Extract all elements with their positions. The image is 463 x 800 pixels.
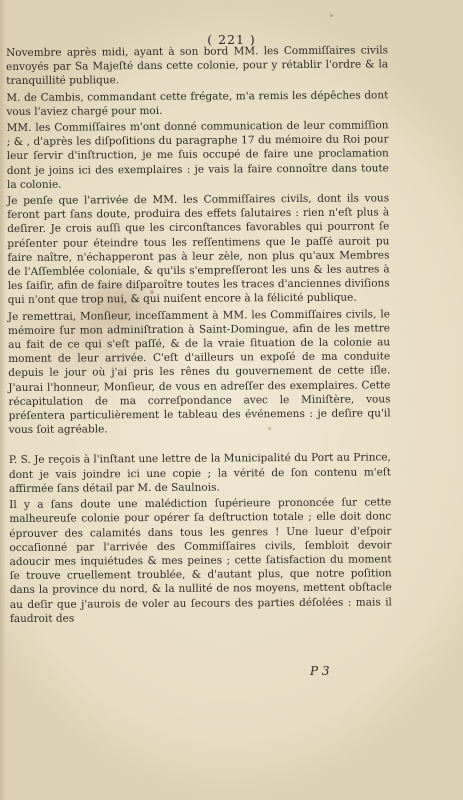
paragraph: MM. les Commiſſaires m'ont donné communication de leur commiſſion ; & , d'après les diſpoſitions du paragraphe 17 du mémoire du Roi pour leur ſervir d'inſtruction, je me ſuis occupé de faire une proclamation dont je joins ici des exemplaires : je vais la faire connoître dans toute la colonie. <box>6 119 389 191</box>
page-edge-shadow <box>0 0 6 800</box>
paragraph: Je penſe que l'arrivée de MM. les Commiſſaires civils, dont ils vous feront part ſans doute, produira des effets ſalutaires : rien n'eſt plus à deſirer. Je crois auſſi que les circonſtances favorables qui pourront ſe préſenter pour éteindre tous les reſſentimens que le paſſé auroit pu faire naître, n'échapperont pas à leur zèle, non plus qu'aux Membres de l'Aſſemblée coloniale, & qu'ils s'empreſſeront les uns & les autres à les ſaiſir, afin de faire diſparoître toutes les traces d'anciennes diviſions qui n'ont que trop nui, & qui nuiſent encore à la félicité publique. <box>7 192 390 307</box>
paragraph: M. de Cambis, commandant cette frégate, m'a remis les dépêches dont vous l'aviez chargé pour moi. <box>6 88 389 118</box>
postscript-paragraph: Il y a ſans doute une malédiction ſupérieure prononcée ſur cette malheureuſe colonie pour opérer ſa deſtruction totale ; elle doit donc éprouver des calamités dans tous les genres ! Une lueur d'eſpoir occaſionné par l'arrivée des Commiſſaires civils, ſembloit devoir adoucir mes inquiétudes & mes peines ; cette ſatisfaction du moment ſe trouve cruellement troublée, & d'autant plus, que notre poſition dans la province du nord, & la nullité de nos moyens, mettent obſtacle au deſir que j'aurois de voler au ſecours des parties déſolées : mais il faudroit des <box>9 496 392 625</box>
paragraph: Je remettrai, Monſieur, inceſſamment à MM. les Commiſſaires civils, le mémoire ſur mon adminiſtration à Saint-Domingue, afin de les mettre au fait de ce qui s'eſt paſſé, & de la vraie ſituation de la colonie au moment de leur arrivée. C'eſt d'ailleurs un expoſé de ma conduite depuis le jour où j'ai pris les rênes du gouvernement de cette iſle. J'aurai l'honneur, Monſieur, de vous en adreſſer des exemplaires. Cette récapitulation de ma correſpondance avec le Miniſtère, vous préſentera particulièrement le tableau des événemens : je deſire qu'il vous ſoit agréable. <box>7 307 391 437</box>
postscript-paragraph: P. S. Je reçois à l'inſtant une lettre de la Municipalité du Port au Prince, dont je vais joindre ici une copie ; la vérité de ſon contenu m'eſt affirmée ſans détail par M. de Saulnois. <box>8 451 392 495</box>
body-text <box>6 43 392 628</box>
paragraph: Novembre après midi, ayant à son bord MM. les Commiſſaires civils envoyés par Sa Majeſté dans cette colonie, pour y rétablir l'ordre & la tranquillité publique. <box>6 44 389 88</box>
page-number: ( 221 ) <box>207 32 256 47</box>
foxing-spot <box>330 14 333 17</box>
signature-mark: P 3 <box>310 664 330 678</box>
